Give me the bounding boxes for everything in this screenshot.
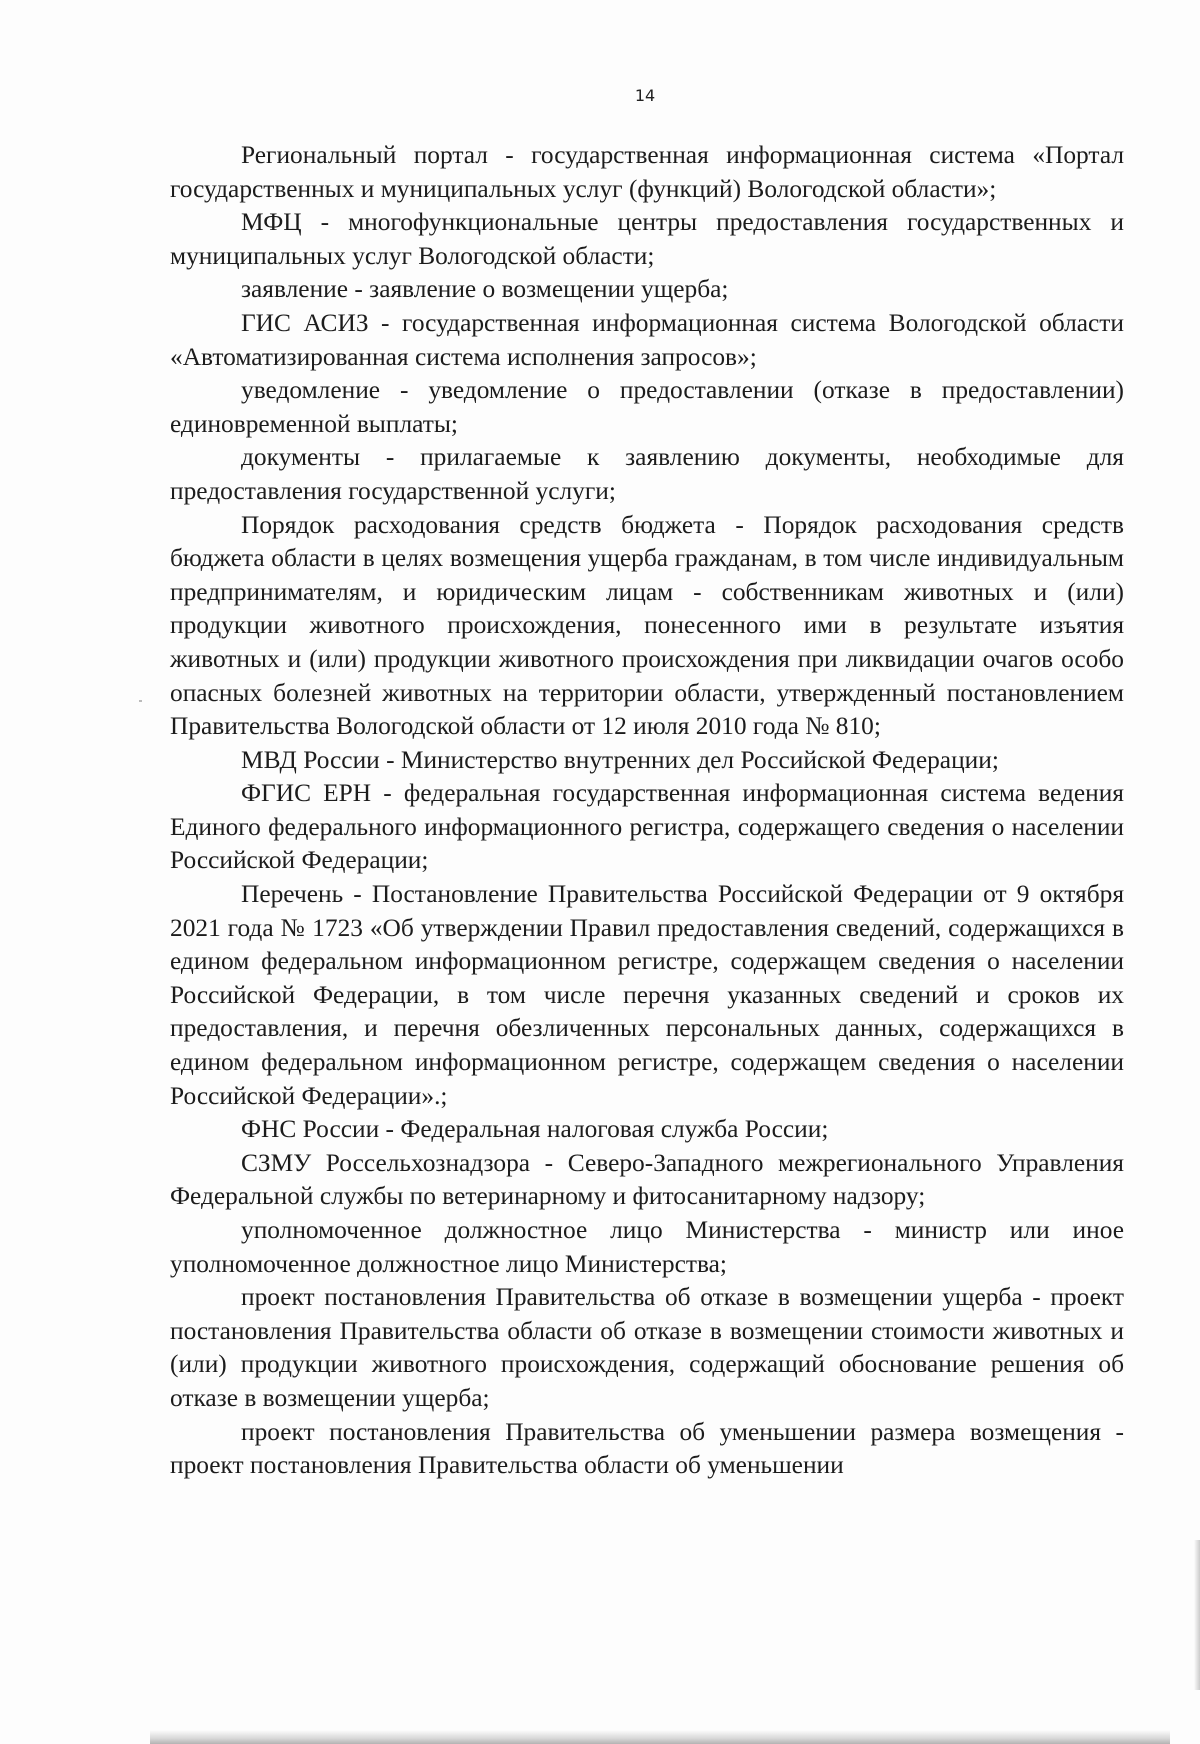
paragraph-refusal-draft: проект постановления Правительства об отказе в возмещении ущерба - проект постановления Правительства области об отказе в возмещении стоимости животных и (или) продукции животного происхождения, содержащий обоснование решения об отказе в возмещении ущерба;	[170, 1283, 1124, 1412]
scan-edge-right	[1194, 1540, 1200, 1690]
paragraph-notification: уведомление - уведомление о предоставлении (отказе в предоставлении) единовременной выплаты;	[170, 376, 1124, 438]
scan-mark	[139, 700, 142, 702]
page-number: 14	[634, 86, 656, 105]
paragraph-gis-asiz: ГИС АСИЗ - государственная информационная система Вологодской области «Автоматизированная система исполнения запросов»;	[170, 308, 1124, 371]
paragraph-mvd: МВД России - Министерство внутренних дел Российской Федерации;	[241, 745, 999, 774]
paragraph-application: заявление - заявление о возмещении ущерба;	[241, 275, 729, 304]
paragraph-szmu: СЗМУ Россельхознадзора - Северо-Западного межрегионального Управления Федеральной службы по ветеринарному и фитосанитарному надзору;	[170, 1148, 1124, 1211]
document-body	[170, 139, 1124, 1483]
paragraph-authorized-official: уполномоченное должностное лицо Министерства - министр или иное уполномоченное должностное лицо Министерства;	[170, 1216, 1124, 1278]
paragraph-budget-procedure: Порядок расходования средств бюджета - Порядок расходования средств бюджета области в целях возмещения ущерба гражданам, в том числе индивидуальным предпринимателям, и юридическим лицам - собственникам животных и (или) продукции животного происхождения, понесенного ими в результате изъятия животных и (или) продукции животного происхождения при ликвидации очагов особо опасных болезней животных на территории области, утвержденный постановлением Правительства Вологодской области от 12 июля 2010 года № 810;	[170, 510, 1124, 741]
paragraph-regional-portal: Региональный портал - государственная информационная система «Портал государственных и муниципальных услуг (функций) Вологодской области»;	[170, 141, 1124, 203]
paragraph-reduction-draft: проект постановления Правительства об уменьшении размера возмещения - проект постановления Правительства области об уменьшении	[170, 1417, 1124, 1480]
paragraph-fns: ФНС России - Федеральная налоговая служба России;	[241, 1115, 829, 1144]
paragraph-mfc: МФЦ - многофункциональные центры предоставления государственных и муниципальных услуг Вологодской области;	[170, 208, 1124, 270]
scan-edge-bottom	[150, 1730, 1170, 1744]
paragraph-documents: документы - прилагаемые к заявлению документы, необходимые для предоставления государственной услуги;	[170, 443, 1124, 505]
paragraph-list: Перечень - Постановление Правительства Российской Федерации от 9 октября 2021 года № 1723 «Об утверждении Правил предоставления сведений, содержащихся в едином федеральном информационном регистре, содержащем сведения о населении Российской Федерации, в том числе перечня указанных сведений и сроков их предоставления, и перечня обезличенных персональных данных, содержащихся в едином федеральном информационном регистре, содержащем сведения о населении Российской Федерации».;	[170, 880, 1124, 1110]
paragraph-fgis-ern: ФГИС ЕРН - федеральная государственная информационная система ведения Единого федерального информационного регистра, содержащего сведения о населении Российской Федерации;	[170, 779, 1124, 875]
